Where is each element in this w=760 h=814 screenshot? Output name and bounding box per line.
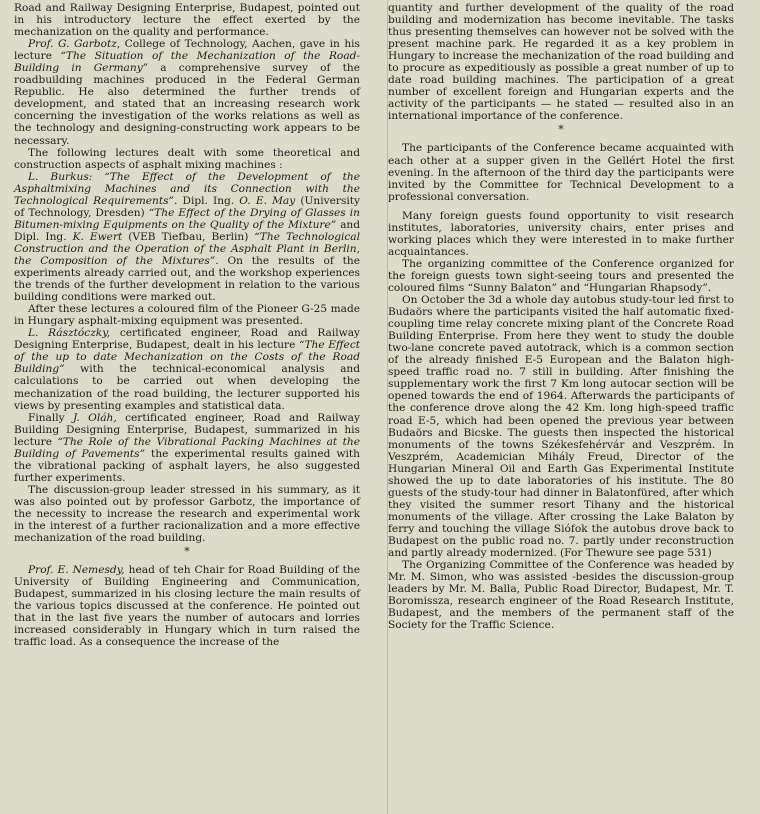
paragraph: The organizing committee of the Conference organized for the foreign guests town sight-seeing tours and presented the coloured films “Sunny Balaton” and “Hungarian Rhapsody”. xyxy=(388,257,734,294)
paragraph: Road and Railway Designing Enterprise, Budapest, pointed out in his introductory lecture the effect exerted by the mechanization on the quality and performance. xyxy=(14,2,360,39)
paragraph: After these lectures a coloured film of the Pioneer G-25 made in Hungary asphalt-mixing equipment was presented. xyxy=(14,303,360,328)
section-separator: * xyxy=(558,123,564,137)
paragraph: L. Rásztóczky, certificated engineer, Road and Railway Designing Enterprise, Budapest, dealt in his lecture “The Effect of the up to date Mechanization on the Costs of the Road Building” with the technical-economical analysis and calculations to be carried out when developing the mechanization of the road building, the lecturer supported his views by presenting examples and statistical data. xyxy=(14,327,361,412)
author-name: J. Oláh, xyxy=(73,411,117,424)
lecture-title: “The Effect of the Drying of Glasses in Bitumen-mixing Equipments on the Quality of the Mixture” xyxy=(14,206,360,231)
paragraph: Prof. E. Nemesdy, head of teh Chair for Road Building of the University of Building Engineering and Communication, Budapest, summarized in his closing lecture the main results of the various topics discussed at the conference. He pointed out that in the last five years the number of autocars and lorries increased considerably in Hungary which in turn raised the traffic load. As a consequence the increase of the xyxy=(14,564,360,649)
paragraph: The participants of the Conference became acquainted with each other at a supper given in the Gellért Hotel the first evening. In the afternoon of the third day the participants were invited by the Committee for Technical Development to a professional conversation. xyxy=(388,142,734,203)
lecture-title: “The Technological Construction and the Operation of the Asphalt Plant in Berlin, the Composition of the Mixtures”. xyxy=(14,230,361,267)
paragraph: quantity and further development of the quality of the road building and modernization has become inevitable. The tasks thus presenting themselves can however not be solved with the present machine park. He regarded it as a key problem in Hungary to increase the mechanization of the road building and to procure as expeditiously as possible a great number of up to date road building machines. The participation of a great number of excellent foreign and Hungarian experts and the activity of the participants — he stated — resulted also in an international importance of the conference. xyxy=(388,2,734,123)
author-name: K. Ewert xyxy=(72,230,123,243)
lecture-title: “The Situation of the Mechanization of the Road-Building in Germany” xyxy=(14,50,360,75)
author-name: Prof. G. Garbotz, xyxy=(28,38,121,51)
paragraph: Prof. G. Garbotz, College of Technology, Aachen, gave in his lecture “The Situation of the Mechanization of the Road-Building in Germany” a comprehensive survey of the roadbuilding machines produced in the Federal German Republic. He also determined the further trends of development, and stated that an increasing research work concerning the investigation of the works relations as well as the technology and designing-constructing work appears to be necessary. xyxy=(14,38,360,147)
paragraph: Many foreign guests found opportunity to visit research institutes, laboratories, university chairs, enter prises and working places which they were interested in to make further acquaintances. xyxy=(388,209,734,258)
section-separator: * xyxy=(184,545,190,559)
author-name: L. Burkus: xyxy=(28,170,93,183)
paragraph: The following lectures dealt with some theoretical and construction aspects of asphalt mixing machines : xyxy=(14,146,360,171)
author-name: Prof. E. Nemesdy, xyxy=(28,564,125,577)
right-column xyxy=(388,2,734,814)
paragraph: The discussion-group leader stressed in his summary, as it was also pointed out by professor Garbotz, the importance of the necessity to increase the research and experimental work in the interest of a further racionalization and a more effective mechanization of the road building. xyxy=(14,483,360,545)
paragraph: On October the 3d a whole day autobus study-tour led first to Budaörs where the participants visited the half automatic fixed-coupling time relay concrete mixing plant of the Concrete Road Building Enterprise. From here they went to study the double two-lane concrete paved autotrack, which is a common section of the already finished E-5 European and the Balaton high-speed traffic road no. 7 still in building. After finishing the supplementary work the first 7 Km long autocar section will be opened towards the end of 1964. Afterwards the participants of the conference drove along the 42 Km. long high-speed traffic road E-5, which had been opened the previous year between Budaörs and Bicske. The guests then inspected the historical monuments of the towns Székesfehérvár and Veszprém. In Veszprém, Academician Mihály Freud, Director of the Hungarian Mineral Oil and Earth Gas Experimental Institute showed the up to date laboratories of his institute. The 80 guests of the study-tour had dinner in Balatonfüred, after which they visited the summer resort Tihany and the historical monuments of the village. After crossing the Lake Balaton by ferry and touching the village Siófok the autobus drove back to Budapest on the public road no. 7. partly under reconstruction and partly already modernized. (For Thewure see page 531) xyxy=(388,294,734,560)
paragraph: Finally J. Oláh, certificated engineer, Road and Railway Building Designing Enterprise, Budapest, summarized in his lecture “The Role of the Vibrational Packing Machines at the Building of Pavements” the experimental results gained with the vibrational packing of asphalt layers, he also suggested further experiments. xyxy=(14,411,360,484)
lecture-title: “The Effect of the up to date Mechanization on the Costs of the Road Building” xyxy=(14,339,361,376)
column-divider xyxy=(387,0,388,814)
paragraph: The Organizing Committee of the Conference was headed by Mr. M. Simon, who was assisted -besides the discussion-group leaders by Mr. M. Balla, Public Road Director, Budapest, Mr. T. Boromissza, research engineer of the Road Research Institute, Budapest, and the members of the permanent staff of the Society for the Traffic Science. xyxy=(388,559,734,632)
paragraph: L. Burkus: “The Effect of the Development of the Asphaltmixing Machines and its Connection with the Technological Requirements”. Dipl. Ing. O. E. May (University of Technology, Dresden) “The Effect of the Drying of Glasses in Bitumen-mixing Equipments on the Quality of the Mixture” and Dipl. Ing. K. Ewert (VEB Tiefbau, Berlin) “The Technological Construction and the Operation of the Asphalt Plant in Berlin, the Composition of the Mixtures”. On the results of the experiments already carried out, and the workshop experiences the trends of the further development in relation to the various building conditions were marked out. xyxy=(14,170,361,304)
author-name: O. E. May xyxy=(239,194,296,207)
author-name: L. Rásztóczky, xyxy=(28,327,111,340)
left-column xyxy=(14,2,360,814)
lecture-title: “The Role of the Vibrational Packing Machines at the Building of Pavements” xyxy=(14,435,360,460)
lecture-title: “The Effect of the Development of the Asphaltmixing Machines and its Connection with the Technological Requirements”. xyxy=(14,170,360,207)
